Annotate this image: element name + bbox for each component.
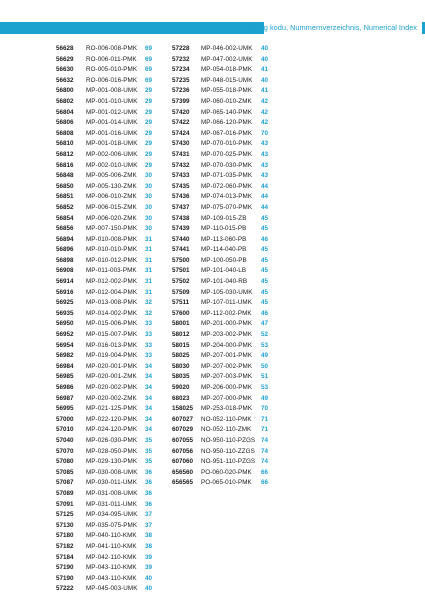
index-number: 56854 [56,214,74,222]
product-code: MP-001-010-UMK [86,97,138,105]
page-number: 74 [261,436,269,444]
product-code: MP-074-013-PMK [201,193,253,201]
product-code: MP-012-004-PMK [86,288,138,296]
page-number: 30 [145,203,153,211]
product-code: MP-030-008-UMK [86,468,138,476]
page-number: 29 [145,129,153,137]
product-code: PO-060-020-PMK [201,468,252,476]
page-number: 50 [261,362,269,370]
page-number: 40 [261,76,269,84]
page-number: 71 [261,415,269,423]
page-number: 45 [261,288,269,296]
index-number: 57089 [56,489,74,497]
product-code: MP-031-011-UMK [86,500,137,508]
page-number: 30 [145,182,153,190]
product-code: MP-002-010-UMK [86,161,138,169]
product-code: MP-043-110-KMK [86,574,137,582]
index-number: 58030 [172,362,190,370]
index-number: 57234 [172,66,190,74]
page-number: 49 [261,394,269,402]
page-number: 29 [145,150,153,158]
index-number: 607055 [172,436,194,444]
index-number: 56982 [56,352,74,360]
index-number: 56808 [56,129,74,137]
product-code: MP-065-140-PMK [201,108,253,116]
page-number: 45 [261,225,269,233]
product-code: MP-067-016-PMK [201,129,253,137]
index-number: 57399 [172,97,190,105]
page-number: 74 [261,447,269,455]
page-number: 29 [145,161,153,169]
index-number: 56806 [56,119,74,127]
product-code: MP-041-110-KMK [86,542,137,550]
page-number: 29 [145,119,153,127]
product-code: MP-043-110-KMK [86,564,137,572]
page-number: 40 [261,55,269,63]
product-code: MP-001-016-UMK [86,129,138,137]
index-number: 58001 [172,320,190,328]
page-number: 53 [261,384,269,391]
page-number: 30 [145,172,153,180]
page-number: 45 [261,299,269,307]
page-number: 36 [145,500,153,508]
page-number: 41 [261,87,269,95]
index-number: 56810 [56,140,74,148]
product-code: MP-005-130-ZMK [86,182,137,190]
index-number: 57433 [172,172,190,180]
page-number: 36 [145,489,153,497]
index-number: 56800 [56,87,74,95]
index-number: 57125 [56,511,74,519]
index-number: 57232 [172,55,190,63]
product-code: MP-012-002-PMK [86,278,138,286]
page-number: 35 [145,436,153,444]
page-number: 36 [145,479,153,487]
page-number: 37 [145,521,153,529]
product-code: MP-206-000-PMK [201,384,253,391]
index-number: 607029 [172,426,194,434]
page-number: 46 [261,309,269,317]
product-code: MP-026-030-PMK [86,436,138,444]
product-code: MP-203-002-PMK [201,331,253,339]
product-code: RO-006-008-PMK [86,45,138,52]
index-number: 57236 [172,87,190,95]
page-number: 69 [145,45,153,52]
index-number: 57180 [56,532,74,540]
page-number: 34 [145,394,153,402]
page-number: 43 [261,172,269,180]
product-code: MP-101-040-LB [201,267,247,275]
product-code: NO-052-110-ZMK [201,426,252,434]
page-number: 45 [261,278,269,286]
product-code: MP-014-002-PMK [86,309,138,317]
page-number: 29 [145,140,153,148]
product-code: MP-071-035-PMK [201,172,253,180]
product-code: MP-020-001-ZMK [86,373,137,381]
index-number: 56925 [56,299,74,307]
index-number: 57228 [172,45,190,52]
index-number: 56816 [56,161,74,169]
index-number: 57437 [172,203,190,211]
index-number: 158025 [172,405,194,413]
page-number: 44 [261,203,269,211]
index-number: 607027 [172,415,194,423]
index-number: 56852 [56,203,74,211]
product-code: RO-005-010-PMK [86,66,138,74]
index-number: 58012 [172,331,190,339]
index-number: 56986 [56,384,74,391]
index-number: 57070 [56,447,74,455]
page-number: 35 [145,447,153,455]
page-number: 36 [145,468,153,476]
page-number: 43 [261,161,269,169]
page-number: 53 [261,341,269,349]
index-number: 57087 [56,479,74,487]
page-number: 45 [261,246,269,254]
index-number: 57190 [56,564,74,572]
product-code: MP-007-150-PMK [86,225,138,233]
index-number: 56898 [56,256,74,264]
index-number: 57435 [172,182,190,190]
product-code: NO-951-110-PZGS [201,458,256,466]
product-code: MP-046-002-UMK [201,45,253,52]
page-number: 30 [145,214,153,222]
index-number: 57438 [172,214,190,222]
product-code: NO-052-110-PMK [201,415,252,423]
page-number: 74 [261,458,269,466]
product-code: MP-035-075-PMK [86,521,138,529]
page-number: 30 [145,193,153,201]
index-number: 57436 [172,193,190,201]
index-number: 57182 [56,542,74,550]
page-number: 34 [145,362,153,370]
product-code: MP-010-010-PMK [86,246,138,254]
page-number: 42 [261,119,269,127]
product-code: MP-015-006-PMK [86,320,138,328]
index-number: 56954 [56,341,74,349]
index-number: 57441 [172,246,190,254]
index-number: 58025 [172,352,190,360]
page-number: 46 [261,235,269,243]
product-code: MP-005-006-ZMK [86,172,137,180]
product-code: MP-031-008-UMK [86,489,138,497]
index-number: 68023 [172,394,190,402]
index-number: 56629 [56,55,74,63]
page-number: 31 [145,246,153,254]
page-number: 34 [145,405,153,413]
product-code: MP-042-110-KMK [86,553,137,561]
page-number: 40 [261,45,269,52]
product-code: MP-001-014-UMK [86,119,138,127]
index-number: 656565 [172,479,194,487]
product-code: MP-054-018-PMK [201,66,253,74]
page-number: 34 [145,373,153,381]
page-title: Spis wg kodu, Nummernverzeichnis, Numerical Index [242,23,417,32]
index-number: 56851 [56,193,74,201]
product-code: MP-019-004-PMK [86,352,138,360]
page-number: 34 [145,426,153,434]
page-number: 40 [145,585,153,593]
product-code: MP-030-011-UMK [86,479,137,487]
page-number: 31 [145,278,153,286]
product-code: MP-207-003-PMK [201,373,253,381]
page-number: 45 [261,214,269,222]
product-code: MP-001-012-UMK [86,108,138,116]
product-code: RO-006-016-PMK [86,76,138,84]
index-number: 57431 [172,150,190,158]
product-code: MP-075-070-PMK [201,203,253,211]
page-number: 69 [145,55,153,63]
page-number: 70 [261,405,269,413]
index-number: 56802 [56,97,74,105]
product-code: MP-015-007-PMK [86,331,138,339]
product-code: MP-001-018-UMK [86,140,138,148]
product-code: MP-020-002-ZMK [86,394,137,402]
index-number: 56985 [56,373,74,381]
product-code: NO-950-110-PZGS [201,436,256,444]
page-number: 45 [261,256,269,264]
page-number: 33 [145,331,153,339]
page-number: 31 [145,235,153,243]
page-number: 44 [261,193,269,201]
index-number: 57502 [172,278,190,286]
product-code: MP-110-015-PB [201,225,247,233]
index-number: 57432 [172,161,190,169]
page-number: 66 [261,468,269,476]
page-number: 38 [145,532,153,540]
product-code: MP-204-000-PMK [201,341,253,349]
product-code: MP-048-015-UMK [201,76,253,84]
product-code: MP-070-025-PMK [201,150,253,158]
product-code: MP-024-120-PMK [86,426,138,434]
page-number: 43 [261,150,269,158]
index-number: 57501 [172,267,190,275]
page-number: 66 [261,479,269,487]
product-code: NO-950-110-ZZGS [201,447,255,455]
index-number: 56850 [56,182,74,190]
page-number: 34 [145,384,153,391]
page-number: 37 [145,511,153,519]
product-code: MP-207-002-PMK [201,362,253,370]
page-number: 29 [145,97,153,105]
product-code: MP-109-015-ZB [201,214,247,222]
page-number: 51 [261,373,269,381]
index-number: 56894 [56,235,74,243]
index-number: 57040 [56,436,74,444]
index-number: 56935 [56,309,74,317]
page-number: 49 [261,352,269,360]
product-code: MP-020-002-PMK [86,384,138,391]
product-code: MP-072-060-PMK [201,182,253,190]
index-number: 57440 [172,235,190,243]
product-code: MP-006-010-ZMK [86,193,137,201]
page-number: 40 [145,574,153,582]
index-number: 56632 [56,76,74,84]
index-number: 59020 [172,384,190,391]
product-code: MP-040-110-KMK [86,532,137,540]
page-number: 31 [145,267,153,275]
product-code: MP-029-130-PMK [86,458,138,466]
index-number: 56812 [56,150,74,158]
index-number: 56987 [56,394,74,402]
index-number: 57184 [56,553,74,561]
index-number: 57439 [172,225,190,233]
product-code: MP-010-012-PMK [86,256,138,264]
page-number: 43 [261,140,269,148]
index-number: 57600 [172,309,190,317]
index-number: 56896 [56,246,74,254]
page-number: 33 [145,352,153,360]
product-code: MP-070-010-PMK [201,140,253,148]
page-number: 71 [261,426,269,434]
product-code: MP-253-018-PMK [201,405,253,413]
product-code: MP-114-040-PB [201,246,247,254]
page-number: 69 [145,66,153,74]
page-number: 41 [261,66,269,74]
index-number: 56856 [56,225,74,233]
product-code: MP-020-001-PMK [86,362,138,370]
index-number: 57430 [172,140,190,148]
index-number: 57080 [56,458,74,466]
index-number: 57091 [56,500,74,508]
page-number: 31 [145,288,153,296]
product-code: MP-010-008-PMK [86,235,138,243]
index-number: 56950 [56,320,74,328]
index-number: 56628 [56,45,74,52]
product-code: MP-047-002-UMK [201,55,253,63]
page-number: 31 [145,256,153,264]
index-number: 56630 [56,66,74,74]
product-code: MP-070-030-PMK [201,161,253,169]
page-number: 42 [261,108,269,116]
product-code: MP-105-030-UMK [201,288,253,296]
product-code: MP-013-008-PMK [86,299,138,307]
index-number: 57010 [56,426,74,434]
page-number: 39 [145,564,153,572]
page-number: 44 [261,182,269,190]
index-number: 57420 [172,108,190,116]
index-number: 56952 [56,331,74,339]
product-code: MP-016-013-PMK [86,341,138,349]
index-number: 56995 [56,405,74,413]
index-number: 57511 [172,299,190,307]
index-number: 607060 [172,458,194,466]
product-code: MP-006-020-ZMK [86,214,137,222]
index-number: 57422 [172,119,190,127]
page-number: 70 [261,129,269,137]
index-number: 607056 [172,447,194,455]
page-number: 29 [145,87,153,95]
page-number: 69 [145,76,153,84]
product-code: MP-207-001-PMK [201,352,253,360]
page-number: 32 [145,299,153,307]
index-number: 56848 [56,172,74,180]
product-code: MP-028-050-PMK [86,447,138,455]
product-code: MP-021-125-PMK [86,405,138,413]
product-code: MP-034-095-UMK [86,511,138,519]
product-code: MP-045-003-UMK [86,585,138,593]
index-number: 656560 [172,468,194,476]
index-number: 57000 [56,415,74,423]
index-number: 56914 [56,278,74,286]
product-code: PO-065-010-PMK [201,479,252,487]
page-number: 52 [261,331,269,339]
product-code: MP-207-000-PMK [201,394,253,402]
index-number: 58015 [172,341,190,349]
product-code: MP-101-040-RB [201,278,248,286]
index-number: 57222 [56,585,74,593]
product-code: MP-055-018-PMK [201,87,253,95]
index-number: 57085 [56,468,74,476]
index-number: 56916 [56,288,74,296]
product-code: MP-060-010-ZMK [201,97,252,105]
product-code: MP-100-050-PB [201,256,247,264]
product-code: MP-113-060-PB [201,235,247,243]
product-code: MP-201-000-PMK [201,320,253,328]
index-number: 58035 [172,373,190,381]
index-number: 57130 [56,521,74,529]
page-number: 47 [261,320,269,328]
page-number: 38 [145,542,153,550]
product-code: RO-006-011-PMK [86,55,137,63]
product-code: MP-011-003-PMK [86,267,137,275]
index-number: 56984 [56,362,74,370]
index-number: 57424 [172,129,190,137]
product-code: MP-001-008-UMK [86,87,138,95]
product-code: MP-002-006-UMK [86,150,138,158]
page-number: 42 [261,97,269,105]
index-number: 57235 [172,76,190,84]
page-number: 39 [145,553,153,561]
product-code: MP-066-120-PMK [201,119,253,127]
page-number: 33 [145,341,153,349]
product-code: MP-112-002-PMK [201,309,252,317]
index-number: 57509 [172,288,190,296]
page-number: 32 [145,309,153,317]
index-number: 57500 [172,256,190,264]
page-number: 45 [261,267,269,275]
page-number: 33 [145,320,153,328]
page-number: 35 [145,458,153,466]
page-number: 34 [145,415,153,423]
index-number: 57190 [56,574,74,582]
product-code: MP-107-011-UMK [201,299,252,307]
product-code: MP-006-015-ZMK [86,203,137,211]
page-number: 30 [145,225,153,233]
index-number: 56804 [56,108,74,116]
product-code: MP-022-120-PMK [86,415,138,423]
page-number: 29 [145,108,153,116]
index-number: 56908 [56,267,74,275]
